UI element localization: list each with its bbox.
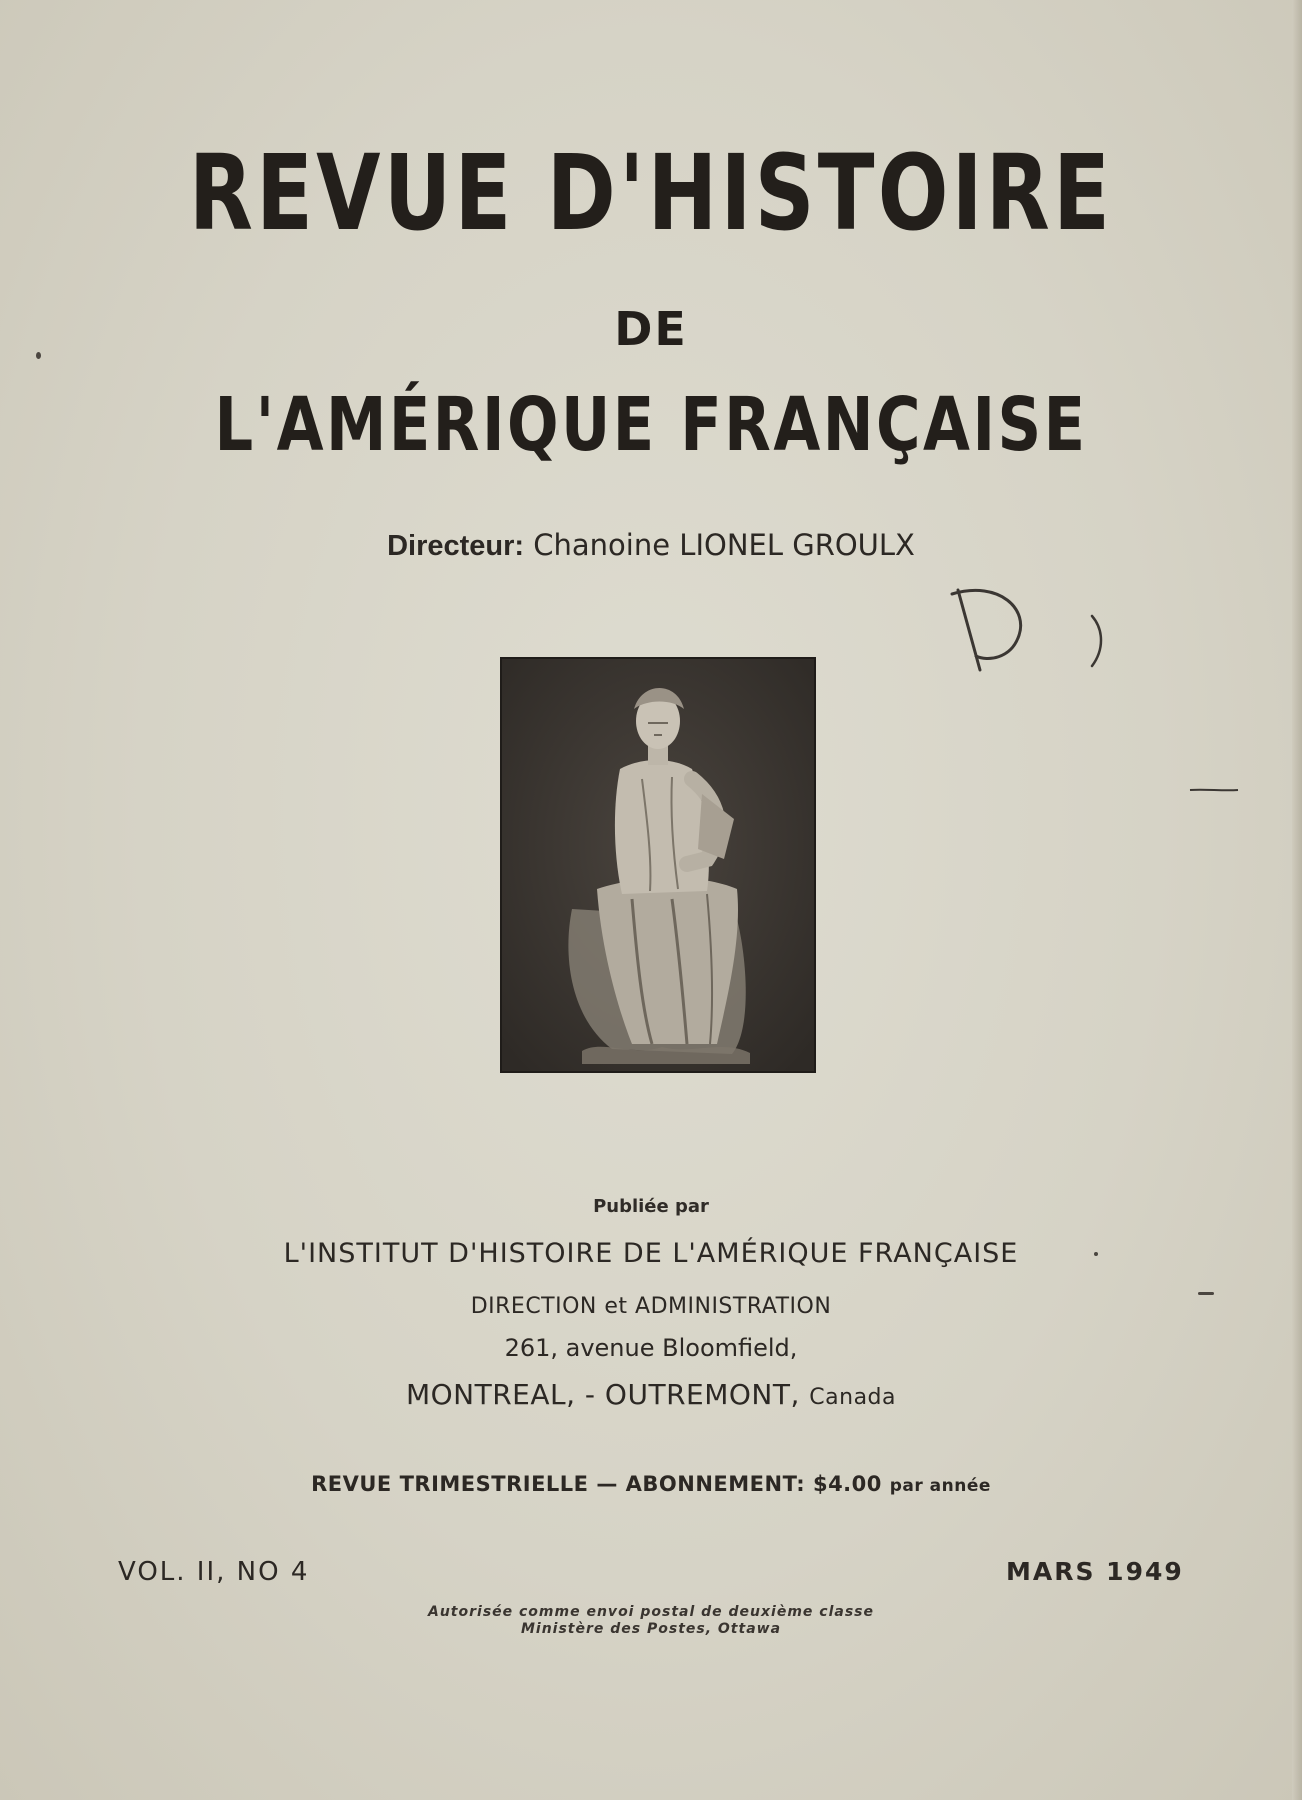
- seated-statue-icon: [502, 659, 814, 1071]
- direction-line: DIRECTION et ADMINISTRATION: [470, 1294, 832, 1319]
- city-line: [0, 1378, 1302, 1411]
- subscription-text: REVUE TRIMESTRIELLE — ABONNEMENT: $4.00: [311, 1472, 882, 1496]
- paper-speck: [1198, 1292, 1214, 1295]
- issue-date: MARS 1949: [1006, 1557, 1184, 1586]
- handwritten-mark: [940, 580, 1120, 710]
- title-line-3: L'AMÉRIQUE FRANÇAISE: [214, 382, 1088, 468]
- director-name: Chanoine LIONEL GROULX: [533, 528, 915, 562]
- pen-dash-mark: [1188, 786, 1240, 796]
- subscription-line: [0, 1472, 1302, 1496]
- subscription-unit: par année: [889, 1476, 991, 1496]
- volume-number: VOL. II, NO 4: [118, 1557, 310, 1587]
- paper-speck: [1094, 1252, 1098, 1256]
- postal-notice: [0, 1604, 1302, 1638]
- street-address: 261, avenue Bloomfield,: [504, 1334, 798, 1362]
- page-edge: [1292, 0, 1302, 1800]
- postal-line-2: Ministère des Postes, Ottawa: [520, 1621, 782, 1637]
- director-role: Directeur:: [387, 530, 525, 562]
- city-name: MONTREAL, - OUTREMONT,: [405, 1378, 800, 1411]
- published-by-label: Publiée par: [593, 1196, 709, 1217]
- statue-illustration: [500, 657, 816, 1073]
- publisher-name: L'INSTITUT D'HISTOIRE DE L'AMÉRIQUE FRANÇAISE: [283, 1238, 1019, 1269]
- title-line-2: DE: [614, 302, 688, 356]
- country-name: Canada: [809, 1385, 896, 1410]
- paper-speck: [36, 352, 41, 359]
- title-line-1: REVUE D'HISTOIRE: [188, 132, 1114, 254]
- director-line: [0, 528, 1302, 563]
- postal-line-1: Autorisée comme envoi postal de deuxième classe: [428, 1604, 874, 1620]
